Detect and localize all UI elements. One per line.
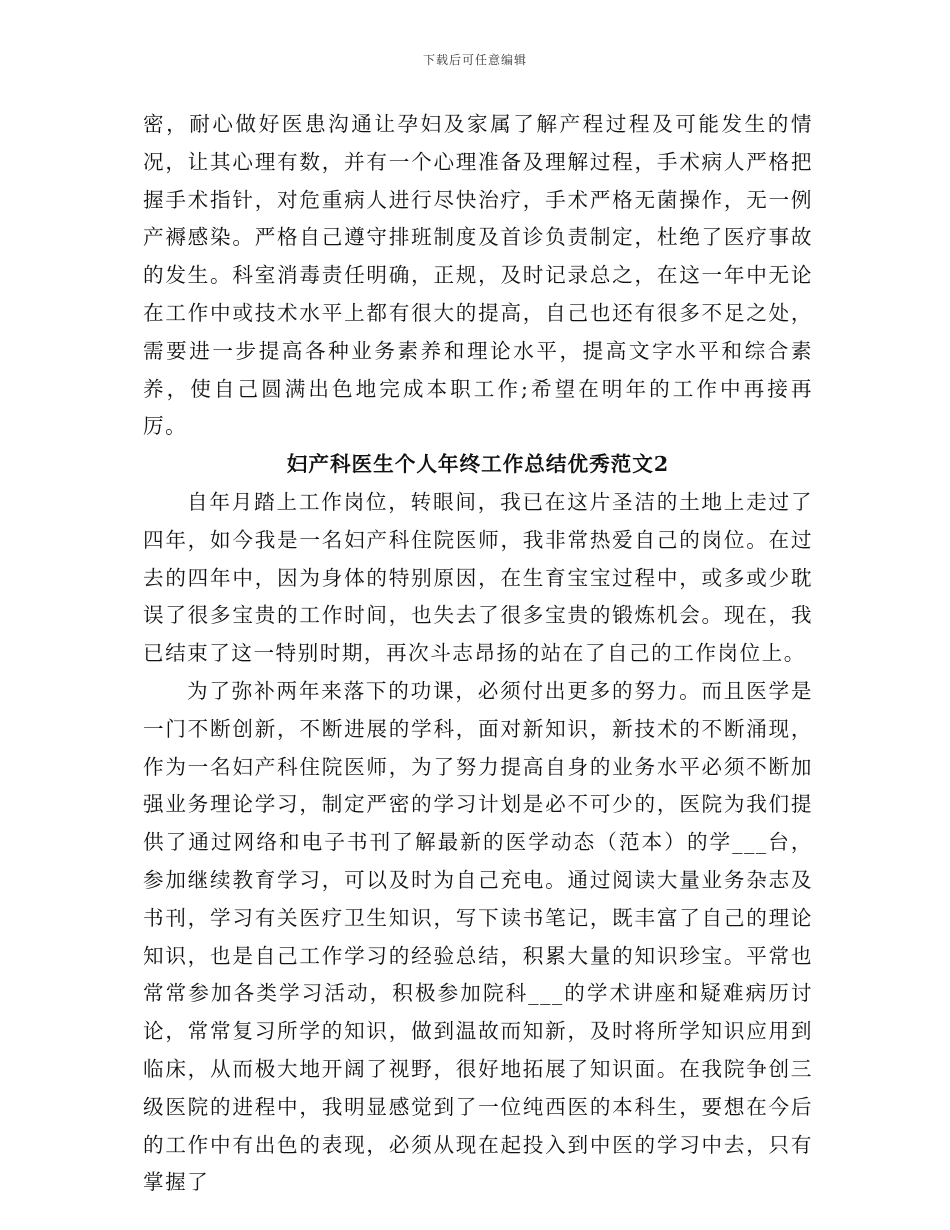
page-header: 下载后可任意编辑 <box>422 53 527 67</box>
section-title: 妇产科医生个人年终工作总结优秀范文2 <box>286 452 670 477</box>
document-body <box>143 106 813 1202</box>
paragraph-continued: 密，耐心做好医患沟通让孕妇及家属了解产程过程及可能发生的情况，让其心理有数，并有一个心理准备及理解过程，手术病人严格把握手术指针，对危重病人进行尽快治疗，手术严格无菌操作，无一例产褥感染。严格自己遵守排班制度及首诊负责制定，杜绝了医疗事故的发生。科室消毒责任明确，正规，及时记录总之，在这一年中无论在工作中或技术水平上都有很大的提高，自己也还有很多不足之处，需要进一步提高各种业务素养和理论水平，提高文字水平和综合素养，使自己圆满出色地完成本职工作;希望在明年的工作中再接再厉。 <box>143 112 813 439</box>
paragraph-intro: 自年月踏上工作岗位，转眼间，我已在这片圣洁的土地上走过了四年，如今我是一名妇产科住院医师，我非常热爱自己的岗位。在过去的四年中，因为身体的特别原因，在生育宝宝过程中，或多或少耽误了很多宝贵的工作时间，也失去了很多宝贵的锻炼机会。现在，我已结束了这一特别时期，再次斗志昂扬的站在了自己的工作岗位上。 <box>143 489 813 666</box>
paragraph-study: 为了弥补两年来落下的功课，必须付出更多的努力。而且医学是一门不断创新，不断进展的学科，面对新知识，新技术的不断涌现，作为一名妇产科住院医师，为了努力提高自身的业务水平必须不断加强业务理论学习，制定严密的学习计划是必不可少的，医院为我们提供了通过网络和电子书刊了解最新的医学动态（范本）的学___台，参加继续教育学习，可以及时为自己充电。通过阅读大量业务杂志及书刊，学习有关医疗卫生知识，写下读书笔记，既丰富了自己的理论知识，也是自己工作学习的经验总结，积累大量的知识珍宝。平常也常常参加各类学习活动，积极参加院科___的学术讲座和疑难病历讨论，常常复习所学的知识，做到温故而知新，及时将所学知识应用到临床，从而极大地开阔了视野，很好地拓展了知识面。在我院争创三级医院的进程中，我明显感觉到了一位纯西医的本科生，要想在今后的工作中有出色的表现，必须从现在起投入到中医的学习中去，只有掌握了 <box>143 678 813 1195</box>
